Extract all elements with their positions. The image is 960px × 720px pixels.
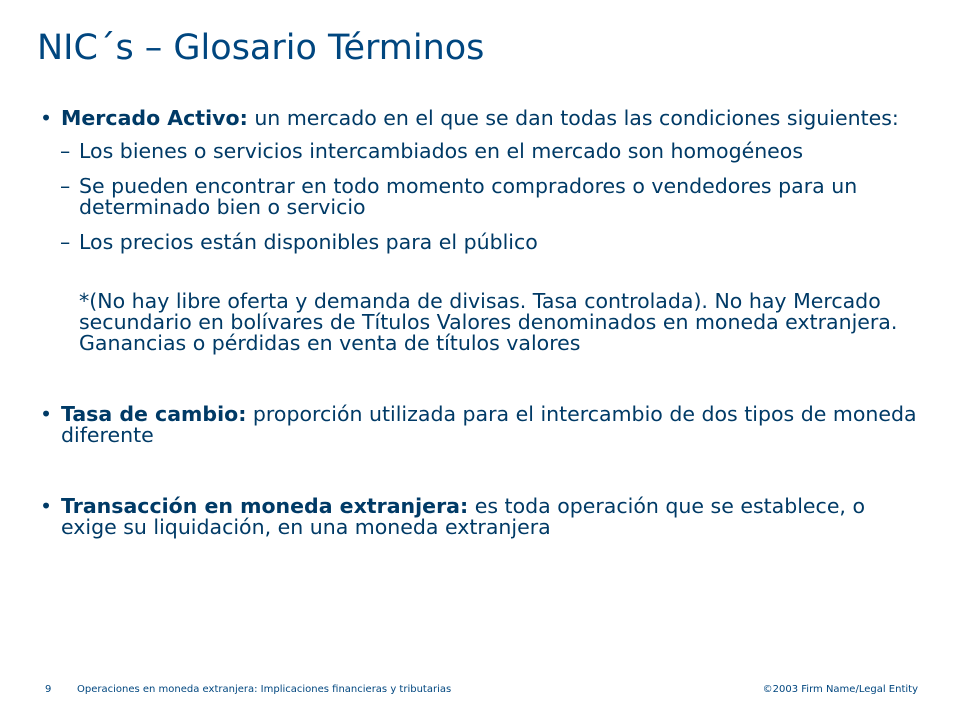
- subitem-text: Se pueden encontrar en todo momento compradores o vendedores para un determinado bien o servicio: [79, 174, 858, 219]
- bullet-transaccion: [37, 496, 927, 538]
- subitem-text: Los precios están disponibles para el público: [79, 230, 538, 254]
- page-number: 9: [45, 684, 52, 695]
- bullet-marker: •: [40, 494, 53, 518]
- note-divisas: *(No hay libre oferta y demanda de divisas. Tasa controlada). No hay Mercado secundario en bolívares de Títulos Valores denominados en moneda extranjera. Ganancias o pérdidas en venta de títulos valores: [79, 289, 898, 355]
- term-mercado-activo: Mercado Activo:: [61, 106, 248, 130]
- slide-body: [37, 108, 927, 538]
- bullet-marker: •: [40, 402, 53, 426]
- subitem-text: Los bienes o servicios intercambiados en el mercado son homogéneos: [79, 139, 804, 163]
- bullet-tasa-de-cambio: [37, 404, 927, 446]
- copyright-notice: ©2003 Firm Name/Legal Entity: [762, 684, 918, 695]
- dash-marker: –: [60, 230, 71, 254]
- definition-transaccion: es toda operación que se establece, o exige su liquidación, en una moneda extranjera: [61, 494, 866, 539]
- bullet-mercado-activo: [37, 108, 927, 129]
- definition-mercado-activo: un mercado en el que se dan todas las condiciones siguientes:: [247, 106, 899, 130]
- definition-tasa-de-cambio: proporción utilizada para el intercambio de dos tipos de moneda diferente: [61, 402, 917, 447]
- subitem-precios: [37, 232, 927, 253]
- slide-title: NIC´s – Glosario Términos: [37, 28, 485, 68]
- term-tasa-de-cambio: Tasa de cambio:: [61, 402, 247, 426]
- dash-marker: –: [60, 139, 71, 163]
- footer-title: Operaciones en moneda extranjera: Implicaciones financieras y tributarias: [77, 684, 452, 695]
- bullet-marker: •: [40, 106, 53, 130]
- slide-footer: [0, 684, 960, 700]
- subitem-homogeneos: [37, 141, 927, 162]
- dash-marker: –: [60, 174, 71, 198]
- subitem-compradores: [37, 176, 927, 218]
- term-transaccion: Transacción en moneda extranjera:: [61, 494, 469, 518]
